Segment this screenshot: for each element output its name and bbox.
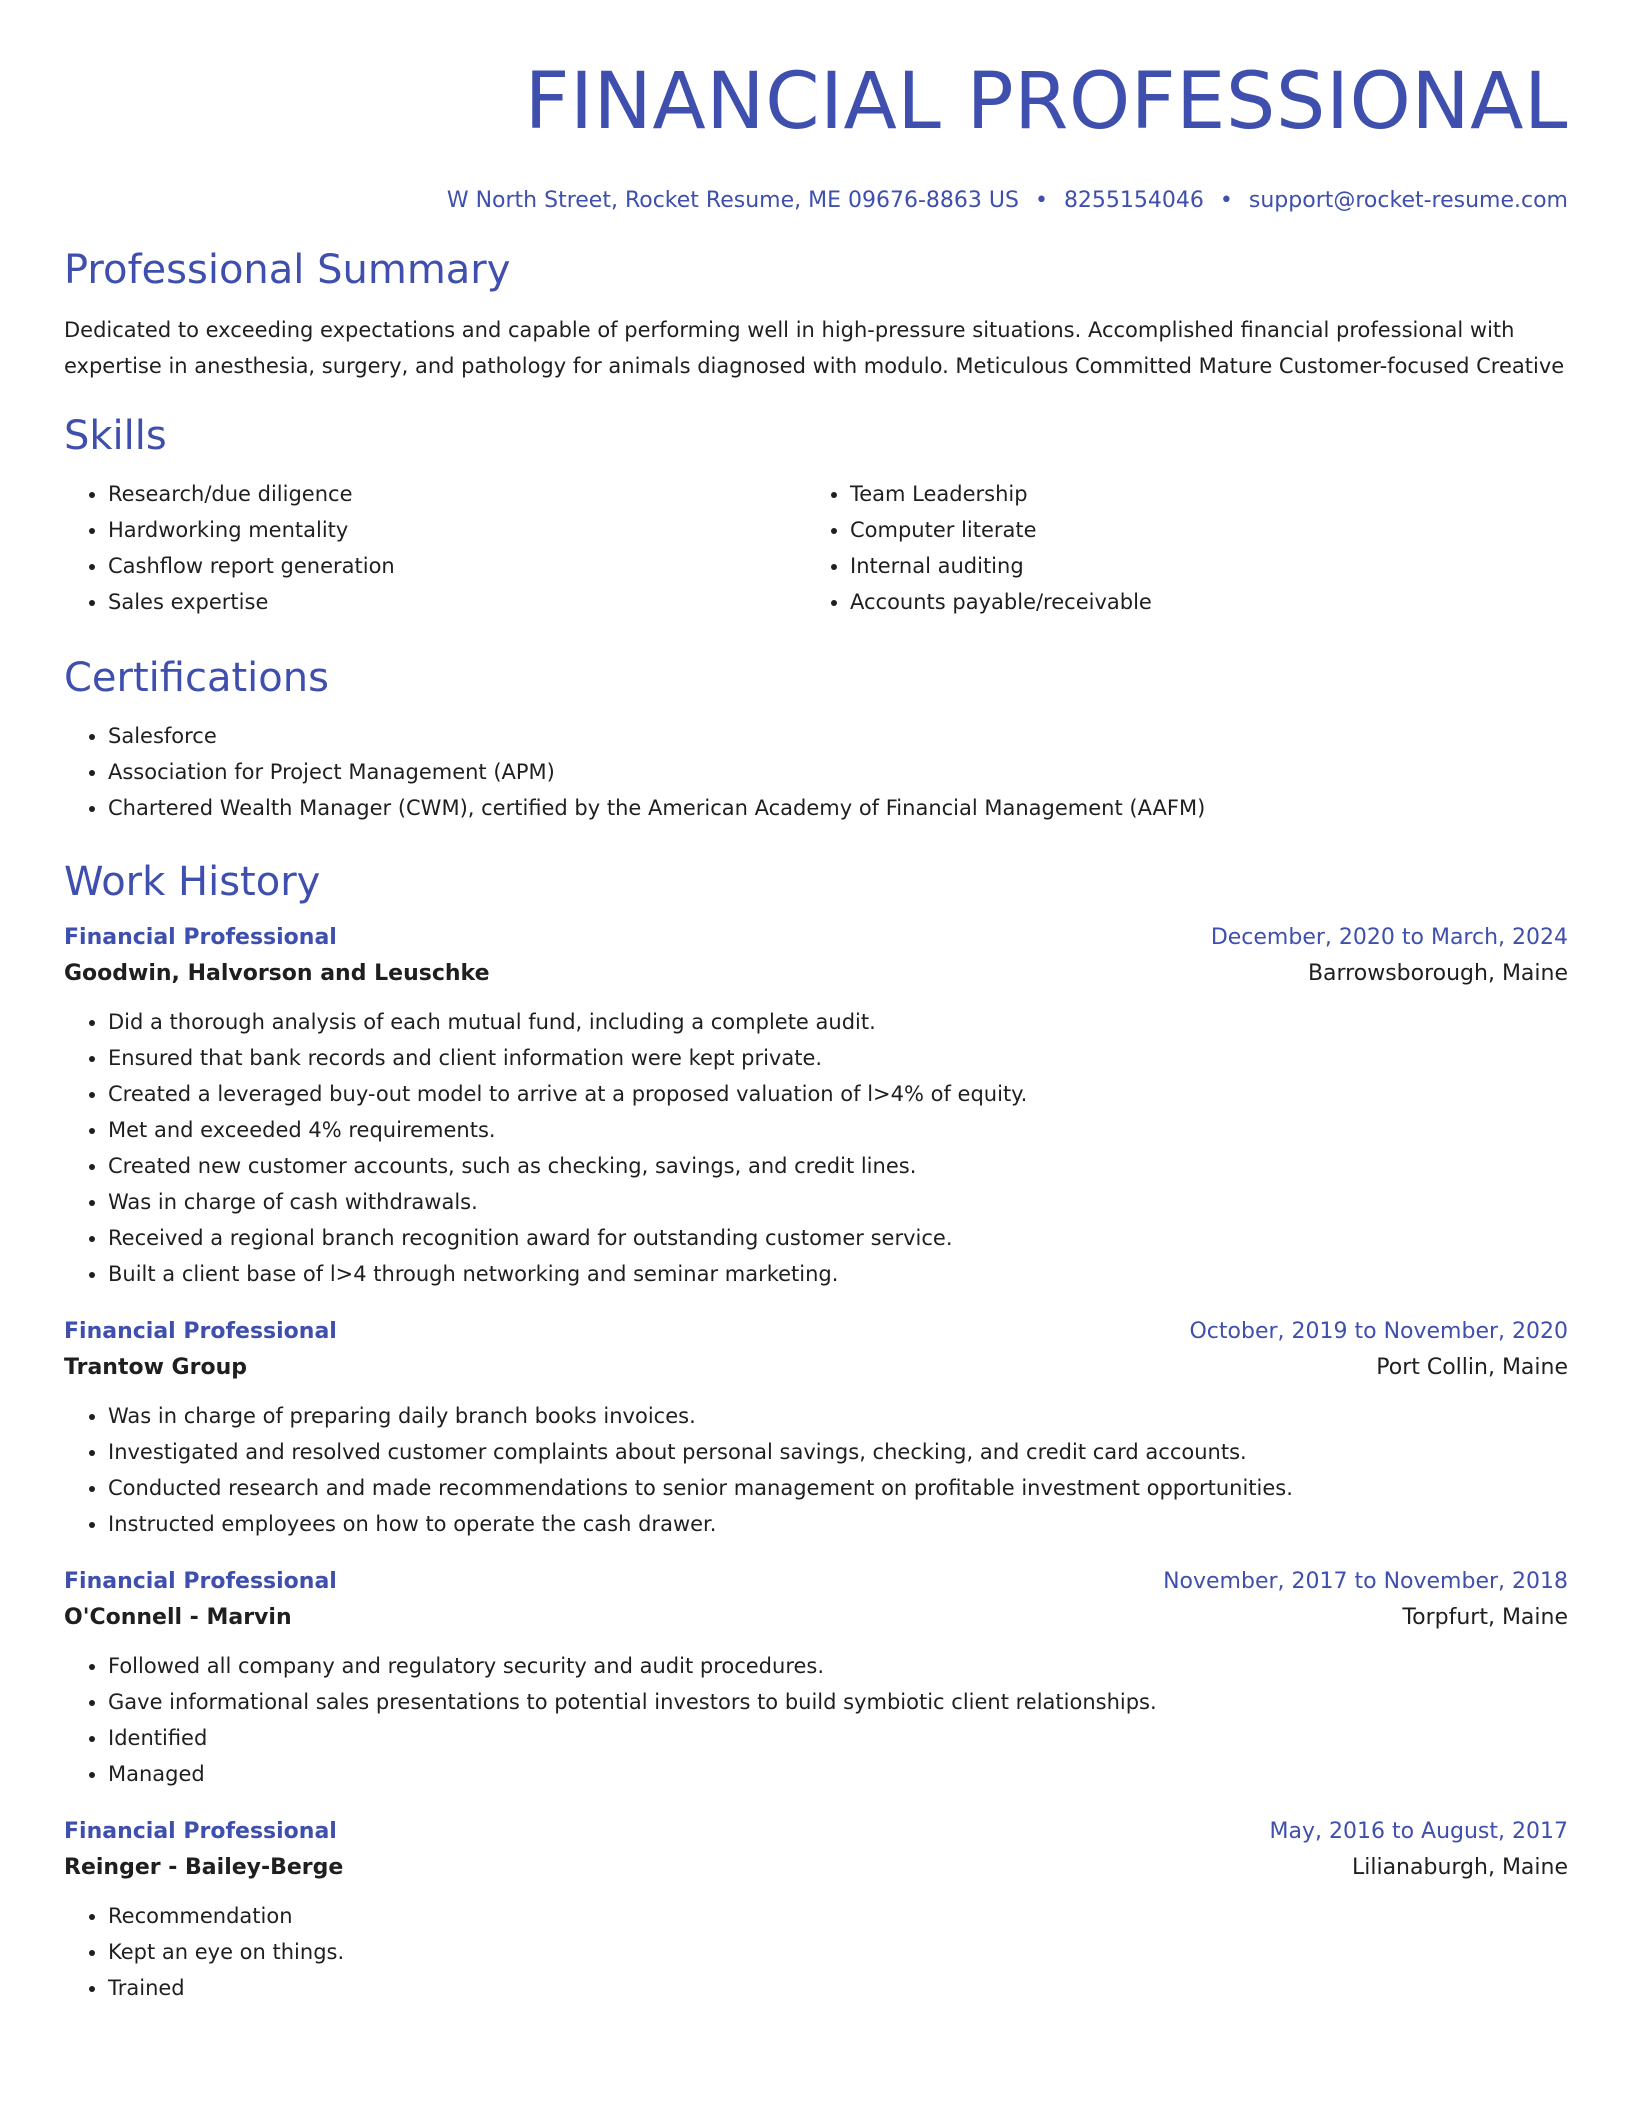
job-company: Trantow Group	[64, 1355, 247, 1380]
job-company: O'Connell - Marvin	[64, 1605, 292, 1630]
list-item: • Internal auditing	[850, 548, 1548, 584]
job-dates: December, 2020 to March, 2024	[1210, 925, 1568, 950]
list-item: • Research/due diligence	[108, 476, 806, 512]
skills-grid	[64, 476, 1568, 620]
certifications-heading: Certifications	[64, 655, 329, 701]
list-item: • Was in charge of cash withdrawals.	[108, 1184, 1568, 1220]
summary-section	[64, 244, 1568, 384]
list-item: • Chartered Wealth Manager (CWM), certified by the American Academy of Financial Management (AAFM)	[108, 790, 1568, 826]
list-item: • Built a client base of l>4 through networking and seminar marketing.	[108, 1256, 1568, 1292]
contact-phone: 8255154046	[1063, 188, 1204, 213]
job-title: Financial Professional	[64, 925, 337, 950]
work-history-section	[64, 856, 1568, 2006]
job-title: Financial Professional	[64, 1569, 337, 1594]
list-item: • Instructed employees on how to operate the cash drawer.	[108, 1506, 1568, 1542]
list-item: • Computer literate	[850, 512, 1548, 548]
job-dates: May, 2016 to August, 2017	[1269, 1819, 1568, 1844]
job-company-row	[64, 954, 1568, 994]
list-item: • Created a leveraged buy-out model to arrive at a proposed valuation of l>4% of equity.	[108, 1076, 1568, 1112]
job-location: Port Collin, Maine	[1376, 1355, 1568, 1380]
certifications-section	[64, 652, 1568, 826]
contact-email[interactable]: support@rocket-resume.com	[1248, 188, 1568, 213]
skills-column-right	[806, 476, 1548, 620]
job-location: Torpfurt, Maine	[1402, 1605, 1568, 1630]
job-entry	[64, 922, 1568, 1292]
job-location: Lilianaburgh, Maine	[1351, 1855, 1568, 1880]
contact-line	[64, 186, 1568, 216]
job-title: Financial Professional	[64, 1819, 337, 1844]
job-entry	[64, 1566, 1568, 1792]
list-item: • Identified	[108, 1720, 1568, 1756]
list-item: • Trained	[108, 1970, 1568, 2006]
list-item: • Cashflow report generation	[108, 548, 806, 584]
certifications-list	[64, 718, 1568, 826]
job-company-row	[64, 1848, 1568, 1888]
list-item: • Created new customer accounts, such as checking, savings, and credit lines.	[108, 1148, 1568, 1184]
list-item: • Gave informational sales presentations to potential investors to build symbiotic client relationships.	[108, 1684, 1568, 1720]
list-item: • Investigated and resolved customer complaints about personal savings, checking, and credit card accounts.	[108, 1434, 1568, 1470]
job-company-row	[64, 1348, 1568, 1388]
resume-header	[64, 0, 1568, 216]
contact-separator: •	[1034, 188, 1048, 213]
candidate-name: FINANCIAL PROFESSIONAL	[524, 57, 1568, 147]
job-title-row	[64, 1316, 1568, 1348]
list-item: • Hardworking mentality	[108, 512, 806, 548]
summary-heading: Professional Summary	[64, 247, 511, 293]
job-title-row	[64, 1566, 1568, 1598]
list-item: • Recommendation	[108, 1898, 1568, 1934]
resume-page	[64, 0, 1568, 2006]
summary-text: Dedicated to exceeding expectations and capable of performing well in high-pressure situations. Accomplished financial professional with expertise in anesthesia, surgery, and pathology for animals diagnosed with modulo. Meticulous Committed Mature Customer-focused Creative	[64, 318, 1565, 378]
list-item: • Team Leadership	[850, 476, 1548, 512]
job-duties-list	[64, 1648, 1568, 1792]
list-item: • Met and exceeded 4% requirements.	[108, 1112, 1568, 1148]
job-duties-list	[64, 1398, 1568, 1542]
job-company-row	[64, 1598, 1568, 1638]
job-company: Reinger - Bailey-Berge	[64, 1855, 344, 1880]
job-title-row	[64, 922, 1568, 954]
job-title: Financial Professional	[64, 1319, 337, 1344]
list-item: • Kept an eye on things.	[108, 1934, 1568, 1970]
work-history-heading: Work History	[64, 859, 321, 905]
list-item: • Did a thorough analysis of each mutual fund, including a complete audit.	[108, 1004, 1568, 1040]
job-entry	[64, 1816, 1568, 2006]
job-dates: October, 2019 to November, 2020	[1189, 1319, 1568, 1344]
skills-column-left	[64, 476, 806, 620]
job-duties-list	[64, 1898, 1568, 2006]
list-item: • Received a regional branch recognition award for outstanding customer service.	[108, 1220, 1568, 1256]
skills-list-left	[64, 476, 806, 620]
jobs-container	[64, 922, 1568, 2006]
list-item: • Managed	[108, 1756, 1568, 1792]
list-item: • Followed all company and regulatory security and audit procedures.	[108, 1648, 1568, 1684]
contact-separator: •	[1219, 188, 1233, 213]
job-title-row	[64, 1816, 1568, 1848]
skills-list-right	[806, 476, 1548, 620]
list-item: • Association for Project Management (APM)	[108, 754, 1568, 790]
list-item: • Ensured that bank records and client information were kept private.	[108, 1040, 1568, 1076]
job-location: Barrowsborough, Maine	[1307, 961, 1568, 986]
list-item: • Salesforce	[108, 718, 1568, 754]
skills-heading: Skills	[64, 413, 167, 459]
job-company: Goodwin, Halvorson and Leuschke	[64, 961, 490, 986]
job-duties-list	[64, 1004, 1568, 1292]
list-item: • Conducted research and made recommendations to senior management on profitable investment opportunities.	[108, 1470, 1568, 1506]
skills-section	[64, 410, 1568, 620]
list-item: • Was in charge of preparing daily branch books invoices.	[108, 1398, 1568, 1434]
contact-address: W North Street, Rocket Resume, ME 09676-8863 US	[446, 188, 1019, 213]
list-item: • Accounts payable/receivable	[850, 584, 1548, 620]
list-item: • Sales expertise	[108, 584, 806, 620]
job-entry	[64, 1316, 1568, 1542]
job-dates: November, 2017 to November, 2018	[1163, 1569, 1568, 1594]
